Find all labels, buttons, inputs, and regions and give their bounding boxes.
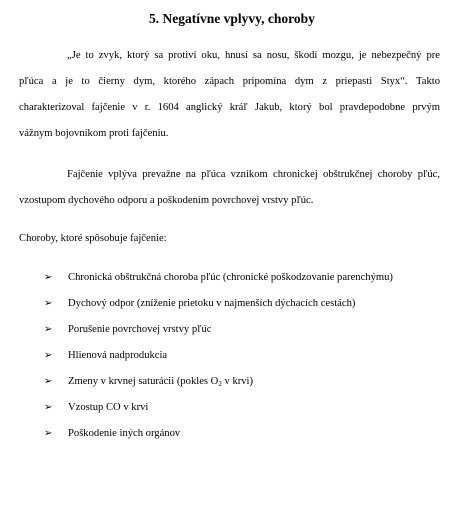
arrow-bullet-icon: ➢ — [44, 376, 53, 387]
subscript-text: 2 — [218, 380, 222, 388]
list-item — [0, 400, 464, 426]
list-item-text-part: Zmeny v krvnej saturácii (pokles O — [68, 376, 219, 387]
list-item — [0, 348, 464, 374]
arrow-bullet-icon: ➢ — [44, 272, 53, 283]
list-item-text: Dychový odpor (zníženie prietoku v najmenších dýchacích cestách) — [68, 298, 356, 309]
list-item-text: Hlienová nadprodukcia — [68, 350, 168, 361]
paragraph-line: vážnym bojovníkom proti fajčeniu. — [19, 128, 169, 139]
arrow-bullet-icon: ➢ — [44, 298, 53, 309]
list-item — [0, 374, 464, 400]
list-item — [0, 270, 464, 296]
arrow-bullet-icon: ➢ — [44, 402, 53, 413]
arrow-bullet-icon: ➢ — [44, 324, 53, 335]
paragraph-line: Choroby, ktoré spôsobuje fajčenie: — [19, 233, 167, 244]
list-item-text: Poškodenie iných orgánov — [68, 428, 181, 439]
paragraph-effects — [19, 167, 440, 219]
paragraph-quote — [19, 48, 440, 152]
disease-list — [0, 270, 464, 452]
paragraph-line: Fajčenie vplýva prevažne na pľúca vznikom chronickej obštrukčnej choroby pľúc, — [67, 169, 440, 180]
arrow-bullet-icon: ➢ — [44, 428, 53, 439]
paragraph-line: pľúca a je to čierny dym, ktorého zápach pripomína dym z priepasti Styx“. Takto — [19, 76, 440, 87]
paragraph-line: charakterizoval fajčenie v r. 1604 anglický kráľ Jakub, ktorý bol pravdepodobne prvým — [19, 102, 440, 113]
list-item — [0, 426, 464, 452]
list-item-text — [68, 374, 253, 392]
paragraph-line: vzostupom dychového odporu a poškodením povrchovej vrstvy pľúc. — [19, 195, 314, 206]
list-item-text: Chronická obštrukčná choroba pľúc (chronické poškodzovanie parenchýmu) — [68, 272, 393, 283]
section-heading: 5. Negatívne vplyvy, choroby — [149, 11, 315, 26]
paragraph-diseases-intro — [19, 231, 440, 257]
arrow-bullet-icon: ➢ — [44, 350, 53, 361]
list-item-text: Porušenie povrchovej vrstvy pľúc — [68, 324, 212, 335]
list-item-text-part: v krvi) — [221, 376, 254, 387]
list-item — [0, 296, 464, 322]
list-item — [0, 322, 464, 348]
paragraph-line: „Je to zvyk, ktorý sa protiví oku, hnusí sa nosu, škodí mozgu, je nebezpečný pre — [67, 50, 440, 61]
list-item-text: Vzostup CO v krvi — [68, 402, 149, 413]
